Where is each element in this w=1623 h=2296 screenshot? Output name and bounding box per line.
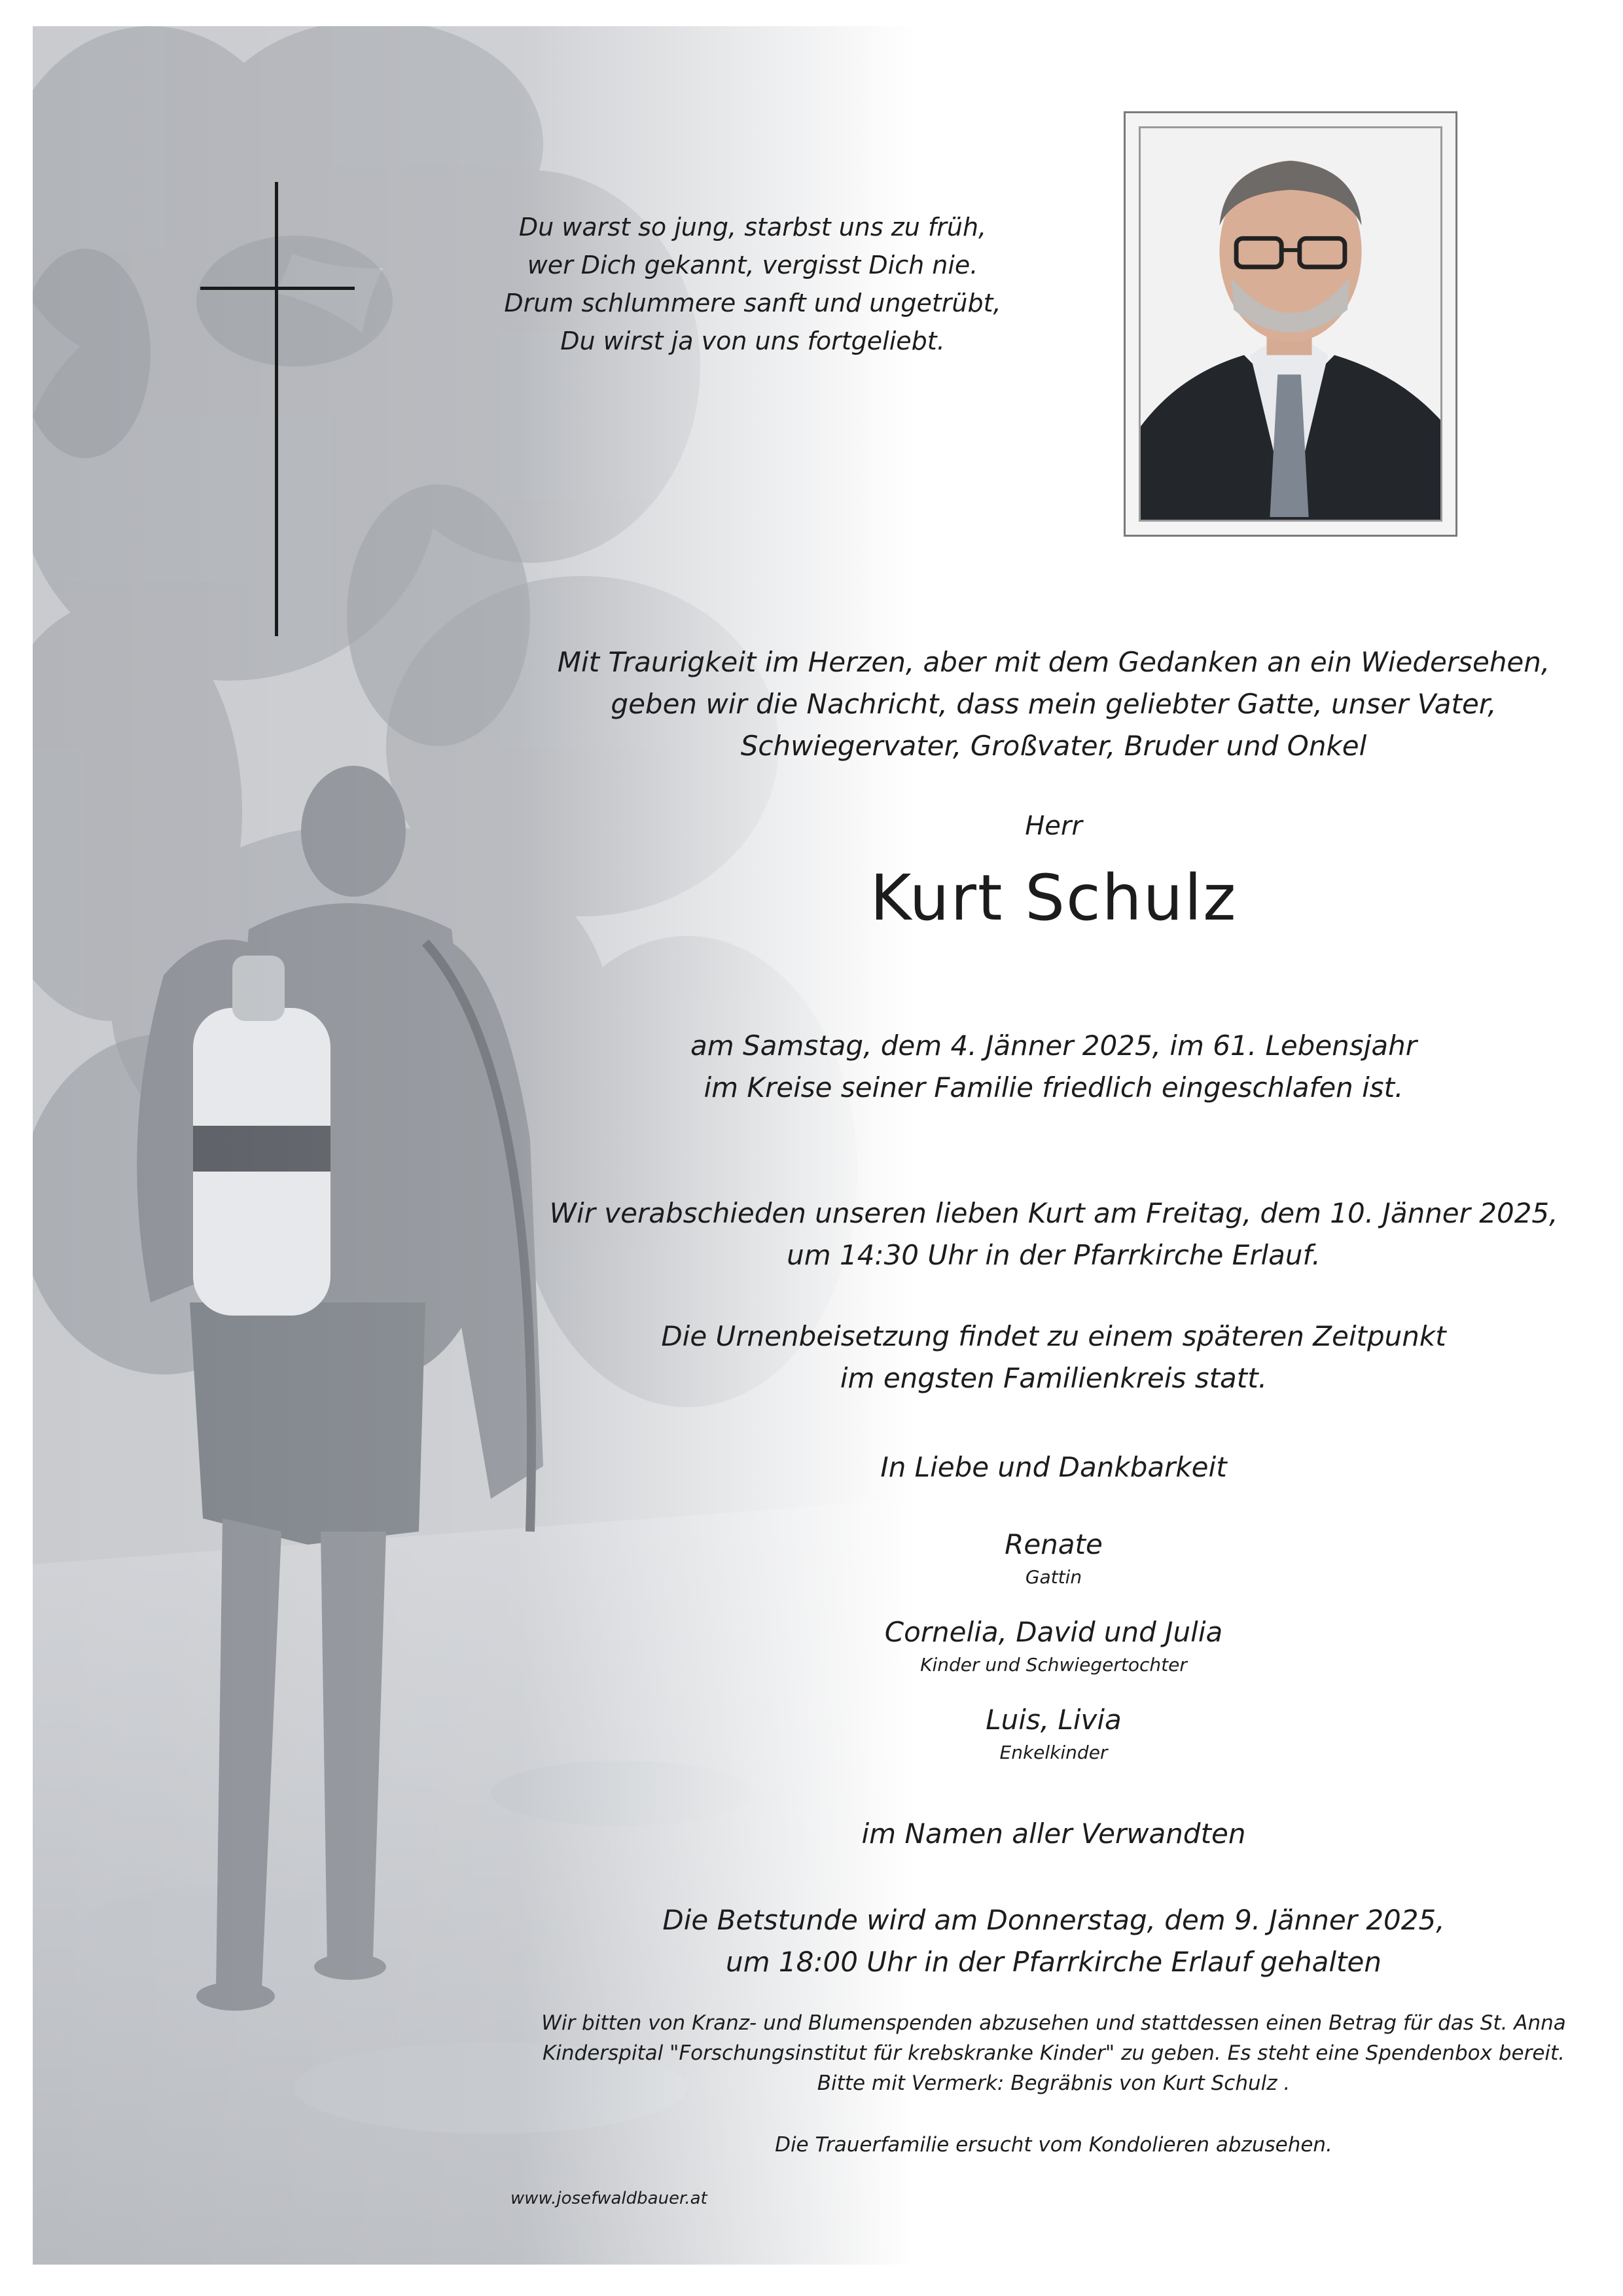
mourner-names: Renate [1005,1528,1103,1560]
farewell-notice [510,1193,1597,1276]
prayer-line: um 18:00 Uhr in der Pfarrkirche Erlauf gehalten [726,1946,1382,1978]
mourner-role: Enkelkinder [999,1742,1108,1763]
closing-phrase: In Liebe und Dankbarkeit [880,1451,1227,1483]
mourner-names: Cornelia, David und Julia [884,1616,1223,1648]
cross-icon [200,182,355,636]
mourners-list [510,1525,1597,1788]
death-line: am Samstag, dem 4. Jänner 2025, im 61. Lebensjahr [690,1030,1417,1062]
relatives-line: im Namen aller Verwandten [861,1818,1246,1850]
mourner-role: Kinder und Schwiegertochter [920,1654,1187,1676]
intro-line: Schwiegervater, Großvater, Bruder und Onkel [740,730,1367,762]
announcement-intro [510,641,1597,767]
farewell-line: um 14:30 Uhr in der Pfarrkirche Erlauf. [787,1239,1321,1271]
salutation: Herr [1025,811,1082,841]
deceased-name: Kurt Schulz [870,861,1238,935]
donation-line: Kinderspital "Forschungsinstitut für krebskranke Kinder" zu geben. Es steht eine Spendenbox bereit. [542,2041,1565,2065]
urn-line: im engsten Familienkreis statt. [840,1362,1268,1394]
donation-notice [510,2008,1597,2098]
mourner-role: Gattin [1025,1566,1082,1588]
portrait-frame [1124,111,1457,537]
farewell-line: Wir verabschieden unseren lieben Kurt am Freitag, dem 10. Jänner 2025, [549,1197,1558,1229]
memorial-poem [458,208,1047,360]
poem-line: Du warst so jung, starbst uns zu früh, [518,213,987,242]
urn-line: Die Urnenbeisetzung findet zu einem späteren Zeitpunkt [661,1320,1446,1352]
intro-line: geben wir die Nachricht, dass mein geliebter Gatte, unser Vater, [611,688,1497,720]
prayer-line: Die Betstunde wird am Donnerstag, dem 9. Jänner 2025, [662,1904,1445,1936]
website-link[interactable]: www.josefwaldbauer.at [510,2189,707,2208]
portrait-photo [1139,126,1442,522]
death-notice [510,1025,1597,1109]
prayer-notice [510,1899,1597,1983]
intro-line: Mit Traurigkeit im Herzen, aber mit dem Gedanken an ein Wiedersehen, [557,646,1550,678]
poem-line: Drum schlummere sanft und ungetrübt, [504,289,1001,317]
death-line: im Kreise seiner Familie friedlich eingeschlafen ist. [704,1071,1404,1103]
portrait-image [1141,128,1440,520]
donation-line: Wir bitten von Kranz- und Blumenspenden abzusehen und stattdessen einen Betrag für das St. Anna [541,2011,1566,2035]
condolence-notice: Die Trauerfamilie ersucht vom Kondolieren abzusehen. [775,2133,1332,2157]
urn-notice [510,1316,1597,1399]
poem-line: Du wirst ja von uns fortgeliebt. [560,327,945,355]
mourner-names: Luis, Livia [986,1704,1122,1736]
poem-line: wer Dich gekannt, vergisst Dich nie. [527,251,978,279]
donation-line: Bitte mit Vermerk: Begräbnis von Kurt Schulz . [817,2072,1291,2095]
